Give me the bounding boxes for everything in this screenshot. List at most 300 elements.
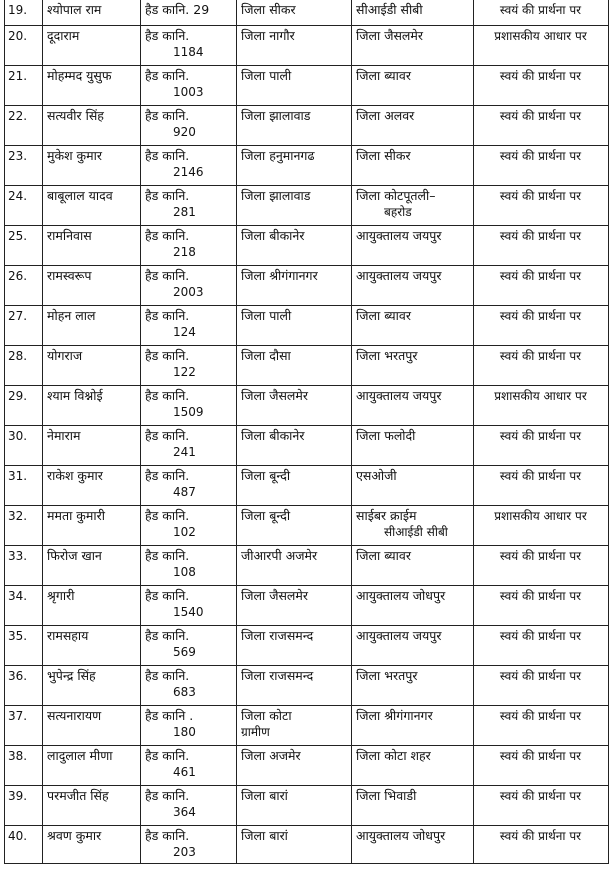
transfer-reason: स्वयं की प्रार्थना पर xyxy=(499,549,582,563)
posted-to: जिला ब्यावर xyxy=(356,68,411,83)
posted-from: जिला बारां xyxy=(241,788,288,803)
posted-from: जिला बीकानेर xyxy=(241,228,305,243)
rank: हैड कानि. 29 xyxy=(145,2,210,17)
belt-number: 461 xyxy=(173,765,196,779)
transfer-reason: स्वयं की प्रार्थना पर xyxy=(499,709,582,723)
employee-name: परमजीत सिंह xyxy=(47,788,109,803)
posted-from: जिला झालावाड xyxy=(241,108,311,123)
posted-from: जिला झालावाड xyxy=(241,188,311,203)
serial-number-cell xyxy=(5,26,43,66)
belt-number: 122 xyxy=(173,365,196,379)
rank: हैड कानि. xyxy=(145,348,190,363)
belt-number: 218 xyxy=(173,245,196,259)
table-row xyxy=(5,626,609,666)
employee-name: रामसहाय xyxy=(47,628,89,643)
transfer-reason: स्वयं की प्रार्थना पर xyxy=(499,109,582,123)
employee-name-cell xyxy=(43,346,141,386)
serial-number-cell xyxy=(5,786,43,826)
serial-number-cell xyxy=(5,826,43,864)
posted-from: जिला जैसलमेर xyxy=(241,588,308,603)
serial-number: 23. xyxy=(8,149,28,163)
employee-name: फिरोज खान xyxy=(47,548,102,563)
employee-name: मोहन लाल xyxy=(47,308,96,323)
transfer-reason: स्वयं की प्रार्थना पर xyxy=(499,589,582,603)
posted-from: जिला बून्दी xyxy=(241,508,291,523)
posted-to: जिला अलवर xyxy=(356,108,415,123)
rank: हैड कानि. xyxy=(145,228,190,243)
posted-from-cell xyxy=(237,746,352,786)
employee-name-cell xyxy=(43,746,141,786)
transfer-reason: स्वयं की प्रार्थना पर xyxy=(499,3,582,17)
employee-name-cell xyxy=(43,306,141,346)
rank-cell xyxy=(141,746,237,786)
table-row xyxy=(5,826,609,864)
posted-to-cell xyxy=(352,746,474,786)
table-row xyxy=(5,106,609,146)
rank: हैड कानि. xyxy=(145,748,190,763)
posted-from: जिला राजसमन्द xyxy=(241,668,314,683)
employee-name-cell xyxy=(43,226,141,266)
posted-to: आयुक्तालय जोधपुर xyxy=(356,828,446,843)
serial-number-cell xyxy=(5,546,43,586)
transfer-reason-cell xyxy=(474,266,609,306)
serial-number: 22. xyxy=(8,109,28,123)
rank: हैड कानि. xyxy=(145,468,190,483)
transfer-reason-cell xyxy=(474,466,609,506)
posted-to-cell xyxy=(352,66,474,106)
posted-from-cell xyxy=(237,506,352,546)
rank: हैड कानि. xyxy=(145,388,190,403)
table-row xyxy=(5,506,609,546)
transfer-reason: स्वयं की प्रार्थना पर xyxy=(499,349,582,363)
serial-number: 27. xyxy=(8,309,28,323)
employee-name-cell xyxy=(43,666,141,706)
serial-number: 20. xyxy=(8,29,28,43)
rank: हैड कानि. xyxy=(145,548,190,563)
posted-from-cell xyxy=(237,386,352,426)
serial-number-cell xyxy=(5,346,43,386)
rank: हैड कानि. xyxy=(145,668,190,683)
employee-name: मुकेश कुमार xyxy=(47,148,102,163)
rank: हैड कानि . xyxy=(145,708,194,723)
posted-to: साईबर क्राईम xyxy=(356,508,417,523)
belt-number: 683 xyxy=(173,685,196,699)
posted-to-cell xyxy=(352,506,474,546)
posted-from: जिला राजसमन्द xyxy=(241,628,314,643)
employee-name-cell xyxy=(43,626,141,666)
belt-number: 1184 xyxy=(173,45,204,59)
transfer-list-body xyxy=(5,0,609,864)
transfer-reason: प्रशासकीय आधार पर xyxy=(494,509,587,523)
employee-name-cell xyxy=(43,586,141,626)
posted-to: जिला ब्यावर xyxy=(356,548,411,563)
serial-number: 34. xyxy=(8,589,28,603)
rank-cell xyxy=(141,586,237,626)
posted-to-cell xyxy=(352,226,474,266)
posted-from-cell xyxy=(237,0,352,26)
rank-cell xyxy=(141,106,237,146)
posted-to-cell xyxy=(352,626,474,666)
serial-number: 37. xyxy=(8,709,28,723)
employee-name: भुपेन्द्र सिंह xyxy=(47,668,96,683)
table-row xyxy=(5,186,609,226)
rank-cell xyxy=(141,386,237,426)
belt-number: 108 xyxy=(173,565,196,579)
transfer-reason-cell xyxy=(474,666,609,706)
employee-name-cell xyxy=(43,266,141,306)
transfer-list-table xyxy=(4,0,609,864)
rank-cell xyxy=(141,826,237,864)
posted-to: आयुक्तालय जयपुर xyxy=(356,628,442,643)
transfer-reason-cell xyxy=(474,626,609,666)
posted-from-cell xyxy=(237,666,352,706)
rank-cell xyxy=(141,666,237,706)
posted-to: एसओजी xyxy=(356,468,397,483)
posted-to-cell xyxy=(352,0,474,26)
serial-number: 31. xyxy=(8,469,28,483)
posted-from-cell xyxy=(237,306,352,346)
posted-to: जिला भरतपुर xyxy=(356,668,418,683)
belt-number: 487 xyxy=(173,485,196,499)
table-row xyxy=(5,386,609,426)
posted-from-cell xyxy=(237,106,352,146)
belt-number: 364 xyxy=(173,805,196,819)
posted-from-cell xyxy=(237,706,352,746)
employee-name: श्रवण कुमार xyxy=(47,828,102,843)
employee-name-cell xyxy=(43,0,141,26)
employee-name: मोहम्मद युसुफ xyxy=(47,68,112,83)
serial-number-cell xyxy=(5,0,43,26)
transfer-reason: स्वयं की प्रार्थना पर xyxy=(499,149,582,163)
employee-name: नेमाराम xyxy=(47,428,81,443)
posted-from: जीआरपी अजमेर xyxy=(241,548,318,563)
posted-from: जिला श्रीगंगानगर xyxy=(241,268,318,283)
rank: हैड कानि. xyxy=(145,148,190,163)
posted-to: सीआईडी सीबी xyxy=(356,2,423,17)
posted-from-cell xyxy=(237,186,352,226)
posted-from: जिला अजमेर xyxy=(241,748,301,763)
belt-number: 1509 xyxy=(173,405,204,419)
table-row xyxy=(5,26,609,66)
posted-to-cell xyxy=(352,426,474,466)
transfer-reason-cell xyxy=(474,186,609,226)
serial-number-cell xyxy=(5,706,43,746)
posted-from-cell xyxy=(237,546,352,586)
rank: हैड कानि. xyxy=(145,628,190,643)
transfer-reason: स्वयं की प्रार्थना पर xyxy=(499,69,582,83)
employee-name: सत्यवीर सिंह xyxy=(47,108,104,123)
belt-number: 920 xyxy=(173,125,196,139)
posted-to-cell xyxy=(352,826,474,864)
transfer-reason-cell xyxy=(474,0,609,26)
serial-number: 24. xyxy=(8,189,28,203)
posted-to-cell xyxy=(352,786,474,826)
serial-number-cell xyxy=(5,266,43,306)
employee-name: रामनिवास xyxy=(47,228,92,243)
employee-name-cell xyxy=(43,146,141,186)
table-row xyxy=(5,0,609,26)
serial-number: 38. xyxy=(8,749,28,763)
posted-from: जिला नागौर xyxy=(241,28,295,43)
posted-from-cell xyxy=(237,26,352,66)
transfer-reason-cell xyxy=(474,386,609,426)
transfer-reason: स्वयं की प्रार्थना पर xyxy=(499,429,582,443)
rank-cell xyxy=(141,346,237,386)
serial-number-cell xyxy=(5,586,43,626)
transfer-reason: स्वयं की प्रार्थना पर xyxy=(499,269,582,283)
transfer-reason: स्वयं की प्रार्थना पर xyxy=(499,749,582,763)
transfer-reason-cell xyxy=(474,786,609,826)
posted-to: जिला कोटा शहर xyxy=(356,748,431,763)
posted-from: जिला बीकानेर xyxy=(241,428,305,443)
table-row xyxy=(5,466,609,506)
transfer-reason: स्वयं की प्रार्थना पर xyxy=(499,629,582,643)
posted-from: जिला बून्दी xyxy=(241,468,291,483)
rank-cell xyxy=(141,626,237,666)
serial-number: 35. xyxy=(8,629,28,643)
posted-to-line2: सीआईडी सीबी xyxy=(384,525,448,539)
posted-to-line2: बहरोड xyxy=(384,205,412,219)
employee-name: श्योपाल राम xyxy=(47,2,102,17)
serial-number-cell xyxy=(5,66,43,106)
posted-to: जिला ब्यावर xyxy=(356,308,411,323)
posted-from-cell xyxy=(237,426,352,466)
transfer-reason: स्वयं की प्रार्थना पर xyxy=(499,469,582,483)
serial-number-cell xyxy=(5,226,43,266)
employee-name: योगराज xyxy=(47,348,83,363)
rank: हैड कानि. xyxy=(145,28,190,43)
rank: हैड कानि. xyxy=(145,788,190,803)
posted-to-cell xyxy=(352,26,474,66)
posted-to-cell xyxy=(352,346,474,386)
employee-name-cell xyxy=(43,426,141,466)
posted-to-cell xyxy=(352,146,474,186)
rank: हैड कानि. xyxy=(145,508,190,523)
serial-number: 26. xyxy=(8,269,28,283)
serial-number-cell xyxy=(5,666,43,706)
transfer-reason-cell xyxy=(474,226,609,266)
rank-cell xyxy=(141,186,237,226)
transfer-reason-cell xyxy=(474,26,609,66)
posted-from-cell xyxy=(237,786,352,826)
posted-to: जिला कोटपूतली– xyxy=(356,188,436,203)
serial-number-cell xyxy=(5,506,43,546)
posted-from-cell xyxy=(237,146,352,186)
posted-to: आयुक्तालय जोधपुर xyxy=(356,588,446,603)
employee-name-cell xyxy=(43,26,141,66)
employee-name-cell xyxy=(43,186,141,226)
posted-from-line2: ग्रामीण xyxy=(241,725,270,739)
posted-to: आयुक्तालय जयपुर xyxy=(356,228,442,243)
table-row xyxy=(5,426,609,466)
rank-cell xyxy=(141,66,237,106)
employee-name: श्याम विश्नोई xyxy=(47,388,103,403)
belt-number: 1003 xyxy=(173,85,204,99)
belt-number: 124 xyxy=(173,325,196,339)
serial-number: 30. xyxy=(8,429,28,443)
serial-number: 32. xyxy=(8,509,28,523)
belt-number: 241 xyxy=(173,445,196,459)
transfer-reason-cell xyxy=(474,146,609,186)
transfer-reason-cell xyxy=(474,506,609,546)
posted-to-cell xyxy=(352,266,474,306)
belt-number: 2003 xyxy=(173,285,204,299)
rank-cell xyxy=(141,546,237,586)
table-row xyxy=(5,546,609,586)
posted-from-cell xyxy=(237,466,352,506)
posted-from-cell xyxy=(237,346,352,386)
rank-cell xyxy=(141,0,237,26)
posted-to-cell xyxy=(352,586,474,626)
table-row xyxy=(5,666,609,706)
table-row xyxy=(5,66,609,106)
rank: हैड कानि. xyxy=(145,268,190,283)
transfer-reason: स्वयं की प्रार्थना पर xyxy=(499,189,582,203)
posted-to-cell xyxy=(352,186,474,226)
rank: हैड कानि. xyxy=(145,428,190,443)
posted-to: जिला भरतपुर xyxy=(356,348,418,363)
employee-name-cell xyxy=(43,466,141,506)
rank-cell xyxy=(141,146,237,186)
posted-to-cell xyxy=(352,666,474,706)
posted-from: जिला हनुमानगढ xyxy=(241,148,315,163)
table-row xyxy=(5,746,609,786)
belt-number: 281 xyxy=(173,205,196,219)
belt-number: 102 xyxy=(173,525,196,539)
transfer-reason-cell xyxy=(474,306,609,346)
employee-name-cell xyxy=(43,66,141,106)
table-row xyxy=(5,586,609,626)
table-row xyxy=(5,146,609,186)
table-row xyxy=(5,786,609,826)
transfer-reason: स्वयं की प्रार्थना पर xyxy=(499,309,582,323)
employee-name: श्रृगारी xyxy=(47,588,75,603)
employee-name-cell xyxy=(43,386,141,426)
employee-name: ममता कुमारी xyxy=(47,508,105,523)
posted-to-cell xyxy=(352,466,474,506)
serial-number-cell xyxy=(5,426,43,466)
rank-cell xyxy=(141,306,237,346)
belt-number: 1540 xyxy=(173,605,204,619)
posted-from-cell xyxy=(237,266,352,306)
posted-from: जिला दौसा xyxy=(241,348,291,363)
serial-number-cell xyxy=(5,386,43,426)
rank-cell xyxy=(141,706,237,746)
rank: हैड कानि. xyxy=(145,308,190,323)
transfer-reason: स्वयं की प्रार्थना पर xyxy=(499,229,582,243)
serial-number-cell xyxy=(5,466,43,506)
posted-to-cell xyxy=(352,706,474,746)
posted-to-cell xyxy=(352,106,474,146)
transfer-reason-cell xyxy=(474,586,609,626)
posted-from: जिला पाली xyxy=(241,68,292,83)
transfer-reason-cell xyxy=(474,826,609,864)
rank: हैड कानि. xyxy=(145,588,190,603)
employee-name-cell xyxy=(43,706,141,746)
table-row xyxy=(5,706,609,746)
serial-number: 21. xyxy=(8,69,28,83)
employee-name: दूदाराम xyxy=(47,28,80,43)
posted-to: आयुक्तालय जयपुर xyxy=(356,268,442,283)
transfer-reason-cell xyxy=(474,746,609,786)
rank: हैड कानि. xyxy=(145,68,190,83)
serial-number: 19. xyxy=(8,3,28,17)
employee-name: बाबूलाल यादव xyxy=(47,188,113,203)
transfer-reason: स्वयं की प्रार्थना पर xyxy=(499,829,582,843)
posted-to: जिला भिवाडी xyxy=(356,788,417,803)
belt-number: 569 xyxy=(173,645,196,659)
posted-from: जिला पाली xyxy=(241,308,292,323)
serial-number-cell xyxy=(5,106,43,146)
serial-number: 39. xyxy=(8,789,28,803)
posted-to: जिला जैसलमेर xyxy=(356,28,423,43)
posted-from-cell xyxy=(237,66,352,106)
belt-number: 203 xyxy=(173,845,196,859)
posted-from: जिला जैसलमेर xyxy=(241,388,308,403)
table-row xyxy=(5,266,609,306)
transfer-reason-cell xyxy=(474,66,609,106)
serial-number-cell xyxy=(5,746,43,786)
rank: हैड कानि. xyxy=(145,828,190,843)
employee-name-cell xyxy=(43,506,141,546)
employee-name-cell xyxy=(43,826,141,864)
rank-cell xyxy=(141,786,237,826)
serial-number: 33. xyxy=(8,549,28,563)
transfer-reason: प्रशासकीय आधार पर xyxy=(494,29,587,43)
serial-number-cell xyxy=(5,626,43,666)
employee-name: रामस्वरूप xyxy=(47,268,92,283)
transfer-reason-cell xyxy=(474,426,609,466)
table-row xyxy=(5,306,609,346)
rank: हैड कानि. xyxy=(145,108,190,123)
posted-to: आयुक्तालय जयपुर xyxy=(356,388,442,403)
transfer-reason-cell xyxy=(474,346,609,386)
posted-to-cell xyxy=(352,306,474,346)
posted-from-cell xyxy=(237,226,352,266)
employee-name-cell xyxy=(43,106,141,146)
serial-number: 29. xyxy=(8,389,28,403)
posted-from: जिला सीकर xyxy=(241,2,296,17)
transfer-reason-cell xyxy=(474,106,609,146)
transfer-reason: स्वयं की प्रार्थना पर xyxy=(499,789,582,803)
employee-name: राकेश कुमार xyxy=(47,468,103,483)
posted-to-cell xyxy=(352,386,474,426)
posted-from-cell xyxy=(237,826,352,864)
rank-cell xyxy=(141,506,237,546)
belt-number: 180 xyxy=(173,725,196,739)
transfer-reason: स्वयं की प्रार्थना पर xyxy=(499,669,582,683)
serial-number: 40. xyxy=(8,829,28,843)
posted-from: जिला बारां xyxy=(241,828,288,843)
employee-name-cell xyxy=(43,786,141,826)
serial-number: 25. xyxy=(8,229,28,243)
posted-to: जिला फलोदी xyxy=(356,428,416,443)
rank-cell xyxy=(141,266,237,306)
rank-cell xyxy=(141,466,237,506)
table-row xyxy=(5,346,609,386)
posted-from: जिला कोटा xyxy=(241,708,292,723)
posted-to: जिला सीकर xyxy=(356,148,411,163)
posted-to-cell xyxy=(352,546,474,586)
serial-number-cell xyxy=(5,306,43,346)
rank-cell xyxy=(141,26,237,66)
serial-number-cell xyxy=(5,186,43,226)
rank-cell xyxy=(141,226,237,266)
rank: हैड कानि. xyxy=(145,188,190,203)
table-row xyxy=(5,226,609,266)
posted-from-cell xyxy=(237,626,352,666)
posted-to: जिला श्रीगंगानगर xyxy=(356,708,433,723)
